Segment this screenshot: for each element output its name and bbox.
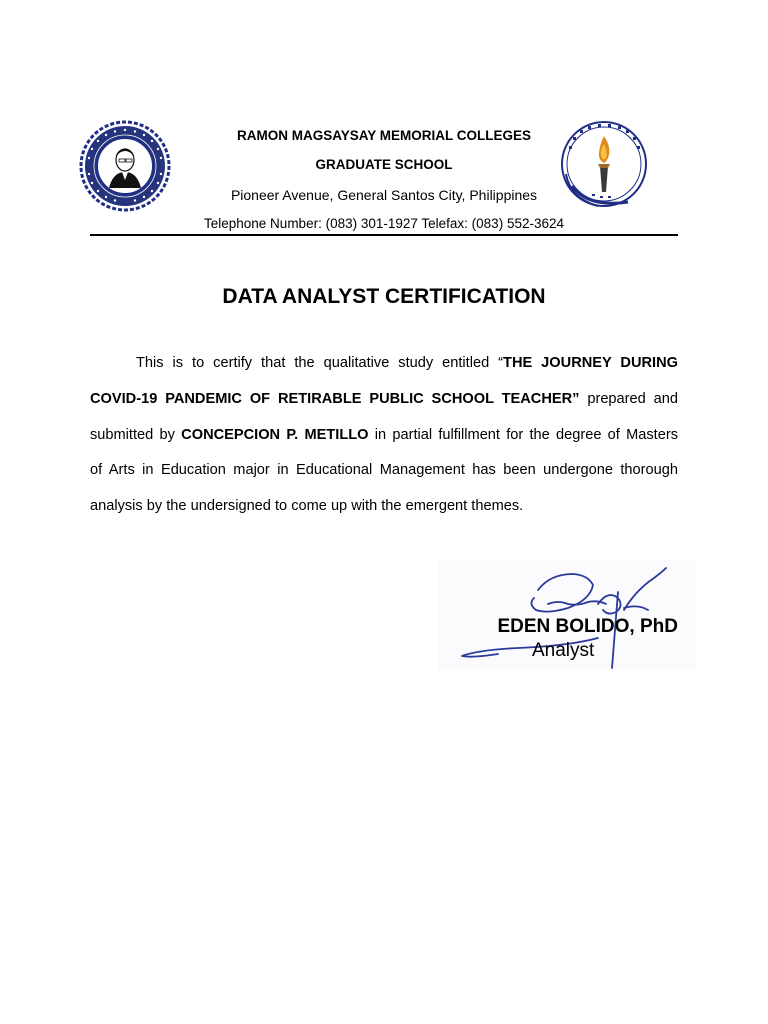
school-name: GRADUATE SCHOOL [315, 157, 453, 172]
paragraph-text: submitted by [90, 427, 175, 443]
institution-address: Pioneer Avenue, General Santos City, Philippines [230, 187, 538, 203]
paragraph-text: of Arts in Education major in Educational Management has been undergone thorough [90, 462, 678, 478]
study-title-part: THE JOURNEY DURING [503, 355, 678, 371]
paragraph-line [90, 389, 678, 409]
researcher-name: CONCEPCION P. METILLO [181, 427, 369, 443]
paragraph-text: prepared and [587, 391, 678, 407]
paragraph-line [136, 353, 678, 373]
paragraph-line [90, 425, 678, 445]
study-title-part: COVID-19 PANDEMIC OF RETIRABLE PUBLIC SCHOOL TEACHER” [90, 391, 580, 407]
signatory-name: EDEN BOLIDO, PhD [497, 616, 678, 637]
contact-numbers: Telephone Number: (083) 301-1927 Telefax: (083) 552-3624 [204, 216, 564, 231]
paragraph-text: analysis by the undersigned to come up with the emergent themes. [90, 498, 524, 514]
paragraph-line [90, 460, 678, 480]
paragraph-line [90, 496, 678, 516]
header-divider [90, 234, 678, 236]
paragraph-text: in partial fulfillment for the degree of Masters [374, 427, 678, 443]
paragraph-text: This is to certify that the qualitative study entitled “ [136, 355, 504, 371]
signatory-role: Analyst [532, 640, 595, 661]
document-title: DATA ANALYST CERTIFICATION [222, 285, 546, 308]
institution-name: RAMON MAGSAYSAY MEMORIAL COLLEGES [236, 128, 532, 143]
